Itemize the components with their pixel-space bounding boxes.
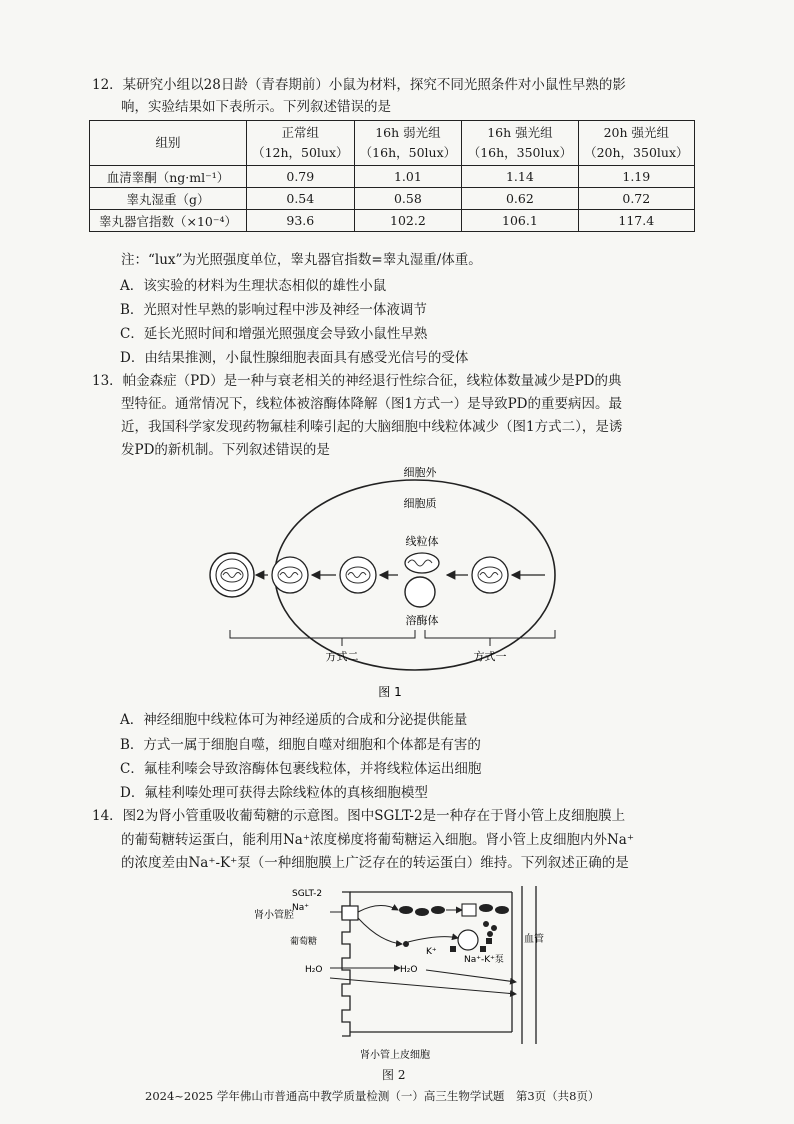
q12-option-b: B．光照对性早熟的影响过程中涉及神经一体液调节 bbox=[120, 302, 427, 318]
page-footer: 2024~2025 学年佛山市普通高中教学质量检测（一）高三生物学试题 第3页（共8页） bbox=[145, 1089, 600, 1103]
way2-label: 方式二 bbox=[325, 650, 359, 663]
cell-outside-label: 细胞外 bbox=[403, 466, 437, 479]
table-row bbox=[90, 188, 695, 210]
table-row bbox=[90, 166, 695, 188]
q12-option-a: A．该实验的材料为生理状态相似的雄性小鼠 bbox=[120, 278, 387, 294]
table-cell: 93.6 bbox=[247, 210, 355, 232]
way1-label: 方式一 bbox=[473, 650, 507, 663]
table-cell: 0.58 bbox=[354, 188, 462, 210]
table-header-cell: 16h 强光组 （16h，350lux） bbox=[462, 121, 578, 166]
pump-label: Na⁺-K⁺泵 bbox=[464, 955, 504, 965]
q12-option-c: C．延长光照时间和增强光照强度会导致小鼠性早熟 bbox=[120, 326, 428, 342]
q13-option-a: A．神经细胞中线粒体可为神经递质的合成和分泌提供能量 bbox=[120, 712, 468, 728]
row-label: 睾丸湿重（g） bbox=[90, 188, 247, 210]
table-header-row bbox=[90, 121, 695, 166]
figure-1 bbox=[200, 460, 580, 700]
table-row bbox=[90, 210, 695, 232]
q13-stem-line3: 近，我国科学家发现药物氟桂利嗪引起的大脑细胞中线粒体减少（图1方式二），是诱 bbox=[121, 419, 623, 435]
table-header-cell: 正常组 （12h，50lux） bbox=[247, 121, 355, 166]
q14-stem-line3: 的浓度差由Na⁺-K⁺泵（一种细胞膜上广泛存在的转运蛋白）维持。下列叙述正确的是 bbox=[121, 855, 629, 871]
q13-option-d: D．氟桂利嗪处理可获得去除线粒体的真核细胞模型 bbox=[120, 785, 428, 801]
table-cell: 0.54 bbox=[247, 188, 355, 210]
na-label: Na⁺ bbox=[292, 903, 309, 913]
row-label: 血清睾酮（ng·ml⁻¹） bbox=[90, 166, 247, 188]
table-cell: 0.72 bbox=[578, 188, 694, 210]
q12-stem-line1: 12．某研究小组以28日龄（青春期前）小鼠为材料，探究不同光照条件对小鼠性早熟的影 bbox=[92, 77, 626, 93]
q13-stem-line2: 型特征。通常情况下，线粒体被溶酶体降解（图1方式一）是导致PD的重要病因。最 bbox=[121, 396, 622, 412]
cell-label: 肾小管上皮细胞 bbox=[360, 1050, 430, 1061]
lysosome-label: 溶酶体 bbox=[405, 614, 439, 627]
table-cell: 106.1 bbox=[462, 210, 578, 232]
table-cell: 117.4 bbox=[578, 210, 694, 232]
table-header-cell: 组别 bbox=[90, 121, 247, 166]
h2o-inner-label: H₂O bbox=[400, 965, 418, 975]
table-header-cell: 16h 弱光组 （16h，50lux） bbox=[354, 121, 462, 166]
q14-stem-line1: 14．图2为肾小管重吸收葡萄糖的示意图。图中SGLT-2是一种存在于肾小管上皮细胞膜上 bbox=[92, 808, 626, 824]
lysosome bbox=[405, 577, 435, 607]
table-header-cell: 20h 强光组 （20h，350lux） bbox=[578, 121, 694, 166]
q12-note: 注：“lux”为光照强度单位，睾丸器官指数=睾丸湿重/体重。 bbox=[121, 252, 482, 268]
lumen-label: 肾小管腔 bbox=[254, 910, 294, 921]
table-cell: 1.01 bbox=[354, 166, 462, 188]
figure-2-caption: 图 2 bbox=[382, 1068, 406, 1082]
table-cell: 0.62 bbox=[462, 188, 578, 210]
h2o-left-label: H₂O bbox=[305, 965, 323, 975]
q13-option-b: B．方式一属于细胞自噬，细胞自噬对细胞和个体都是有害的 bbox=[120, 737, 481, 753]
q13-stem-line1: 13．帕金森症（PD）是一种与衰老相关的神经退行性综合征，线粒体数量减少是PD的典 bbox=[92, 373, 622, 389]
table-cell: 1.19 bbox=[578, 166, 694, 188]
q13-option-c: C．氟桂利嗪会导致溶酶体包裹线粒体，并将线粒体运出细胞 bbox=[120, 761, 482, 777]
results-table bbox=[89, 120, 695, 232]
q12-stem-line2: 响，实验结果如下表所示。下列叙述错误的是 bbox=[121, 99, 391, 115]
table-cell: 1.14 bbox=[462, 166, 578, 188]
cytoplasm-label: 细胞质 bbox=[403, 497, 437, 510]
mitochondria-label: 线粒体 bbox=[405, 535, 439, 548]
row-label: 睾丸器官指数（×10⁻⁴） bbox=[90, 210, 247, 232]
table-cell: 0.79 bbox=[247, 166, 355, 188]
vessel-label: 血管 bbox=[524, 934, 544, 945]
q12-option-d: D．由结果推测，小鼠性腺细胞表面具有感受光信号的受体 bbox=[120, 350, 469, 366]
sglt2-transporter bbox=[342, 906, 358, 920]
na-k-pump bbox=[458, 930, 478, 950]
k-label: K⁺ bbox=[426, 947, 437, 957]
figure-1-caption: 图 1 bbox=[378, 685, 402, 699]
table-cell: 102.2 bbox=[354, 210, 462, 232]
figure-2 bbox=[250, 882, 544, 1064]
mitochondrion-center bbox=[405, 553, 439, 573]
glucose-label: 葡萄糖 bbox=[290, 937, 318, 947]
q13-stem-line4: 发PD的新机制。下列叙述错误的是 bbox=[121, 442, 330, 458]
q14-stem-line2: 的葡萄糖转运蛋白，能利用Na⁺浓度梯度将葡萄糖运入细胞。肾小管上皮细胞内外Na⁺ bbox=[121, 832, 634, 848]
sglt-label: SGLT-2 bbox=[292, 889, 323, 899]
